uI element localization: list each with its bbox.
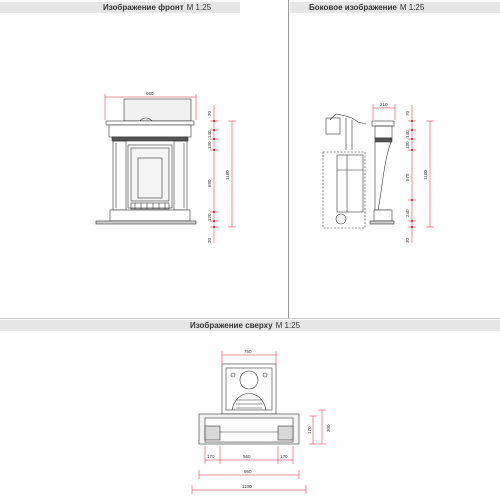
front-height-690: 690: [207, 179, 212, 187]
side-view-title: Боковое изображение M 1:25: [309, 3, 425, 12]
top-mantel-width: 960: [244, 469, 252, 474]
top-segment-center: 560: [243, 454, 251, 459]
top-depth-300: 300: [326, 424, 331, 432]
top-segment-right: 170: [280, 454, 288, 459]
front-height-30: 30: [207, 237, 212, 243]
side-depth-label: 210: [380, 102, 388, 107]
front-height-140: 140: [207, 130, 212, 138]
side-height-140: 140: [405, 130, 410, 138]
side-fireplace-drawing: [323, 114, 394, 228]
front-fireplace-drawing: [96, 99, 196, 224]
front-view-title: Изображение фронт M 1:25: [103, 3, 212, 12]
top-base-width: 1100: [242, 484, 252, 489]
front-height-130: 130: [207, 141, 212, 149]
front-width-label: 960: [146, 91, 154, 96]
top-depth-170: 170: [307, 426, 312, 434]
side-height-70: 70: [405, 110, 410, 116]
front-height-120: 120: [207, 213, 212, 221]
top-insert-width: 760: [244, 349, 252, 354]
front-height-70: 70: [207, 110, 212, 116]
top-view-title: Изображение сверху M 1:25: [190, 321, 301, 330]
side-height-240: 240: [405, 209, 410, 217]
side-total-height: 1160: [423, 170, 428, 180]
front-total-height: 1160: [225, 170, 230, 180]
side-height-575: 575: [405, 173, 410, 181]
side-height-130: 130: [405, 141, 410, 149]
side-height-30: 30: [405, 237, 410, 243]
top-segment-left: 170: [207, 454, 215, 459]
top-fireplace-drawing: [199, 364, 299, 444]
